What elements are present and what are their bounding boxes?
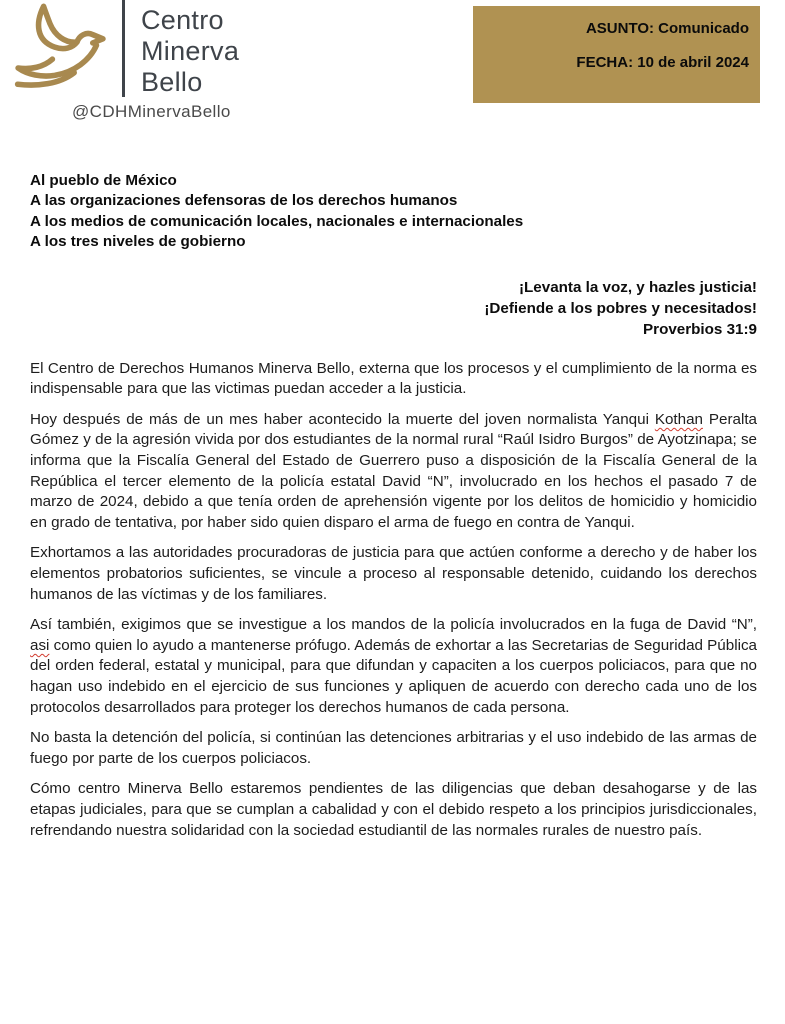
addressee-line: A los tres niveles de gobierno xyxy=(30,233,246,251)
paragraph xyxy=(30,410,757,534)
quote-lines xyxy=(30,277,757,319)
text-run: Hoy después de más de un mes haber acontecido la muerte del joven normalista Yanqui xyxy=(30,410,655,428)
addressee-block xyxy=(30,171,757,253)
body-paragraphs xyxy=(30,359,757,841)
brand-line: Minerva xyxy=(141,36,240,66)
text-run: como quien lo ayudo a mantenerse prófugo. Además de exhortar a las Secretarias de Seguridad Pública del orden federal, estatal y municipal, para que difundan y capaciten a los cuerpos policiacos, para que no hagan uso indebido en el ejercicio de sus funciones y apliquen de acuerdo con derecho cada uno de los protocolos desarrollados para proteger los derechos humanos de cada persona. xyxy=(30,636,757,716)
dove-logo-icon xyxy=(13,2,115,96)
letterhead-divider xyxy=(122,0,125,97)
text-run: Peralta Gómez y de la agresión vivida por dos estudiantes de la normal rural “Raúl Isidro Burgos” de Ayotzinapa; se informa que la Fiscalía General del Estado de Guerrero puso a disposición de la Fiscalía General de la República el tercer elemento de la policía estatal David “N”, involucrado en los hechos el pasado 7 de marzo de 2024, debido a que tenía orden de aprehensión vigente por los delitos de homicidio y homicidio en grado de tentativa, por haber sido quien disparo el arma de fuego en contra de Yanqui. xyxy=(30,410,758,531)
brand-line: Bello xyxy=(141,67,203,97)
brand-name xyxy=(141,5,239,98)
addressee-line: A las organizaciones defensoras de los derechos humanos xyxy=(30,192,458,210)
misspelled-word: asi xyxy=(30,636,50,654)
text-run: El Centro de Derechos Humanos Minerva Bello, externa que los procesos y el cumplimiento de la norma es indispensable para que las victimas puedan acceder a la justicia. xyxy=(30,359,757,398)
paragraph xyxy=(30,728,757,769)
paragraph xyxy=(30,359,757,400)
letter-body xyxy=(30,171,757,851)
paragraph xyxy=(30,543,757,605)
quote-line: ¡Levanta la voz, y hazles justicia! xyxy=(518,278,757,296)
scripture-quote xyxy=(30,277,757,340)
text-run: Cómo centro Minerva Bello estaremos pendientes de las diligencias que deban desahogarse y de las etapas judiciales, para que se cumplan a cabalidad y con el debido respeto a los principios jurisdiccionales, refrendando nuestra solidaridad con la sociedad estudiantil de las normales rurales de nuestro país. xyxy=(30,780,757,839)
paragraph xyxy=(30,779,757,841)
text-run: Exhortamos a las autoridades procuradoras de justicia para que actúen conforme a derecho y de haber los elementos probatorios suficientes, se vincule a proceso al responsable detenido, cuidando los derechos humanos de las víctimas y de los familiares. xyxy=(30,544,757,603)
quote-line: ¡Defiende a los pobres y necesitados! xyxy=(484,299,757,317)
text-run: Así también, exigimos que se investigue a los mandos de la policía involucrados en la fuga de David “N”, xyxy=(30,616,757,634)
paragraph xyxy=(30,615,757,718)
date-line: FECHA: 10 de abril 2024 xyxy=(576,54,749,71)
quote-reference: Proverbios 31:9 xyxy=(643,320,757,338)
addressee-line: A los medios de comunicación locales, nacionales e internacionales xyxy=(30,212,524,230)
meta-box xyxy=(473,6,760,103)
misspelled-word: Kothan xyxy=(654,410,703,428)
brand-line: Centro xyxy=(141,5,224,35)
social-handle: @CDHMinervaBello xyxy=(72,102,231,121)
addressee-line: Al pueblo de México xyxy=(30,172,177,189)
text-run: No basta la detención del policía, si continúan las detenciones arbitrarias y el uso indebido de las armas de fuego por parte de los cuerpos policiacos. xyxy=(30,729,757,767)
subject-line: ASUNTO: Comunicado xyxy=(585,20,749,37)
